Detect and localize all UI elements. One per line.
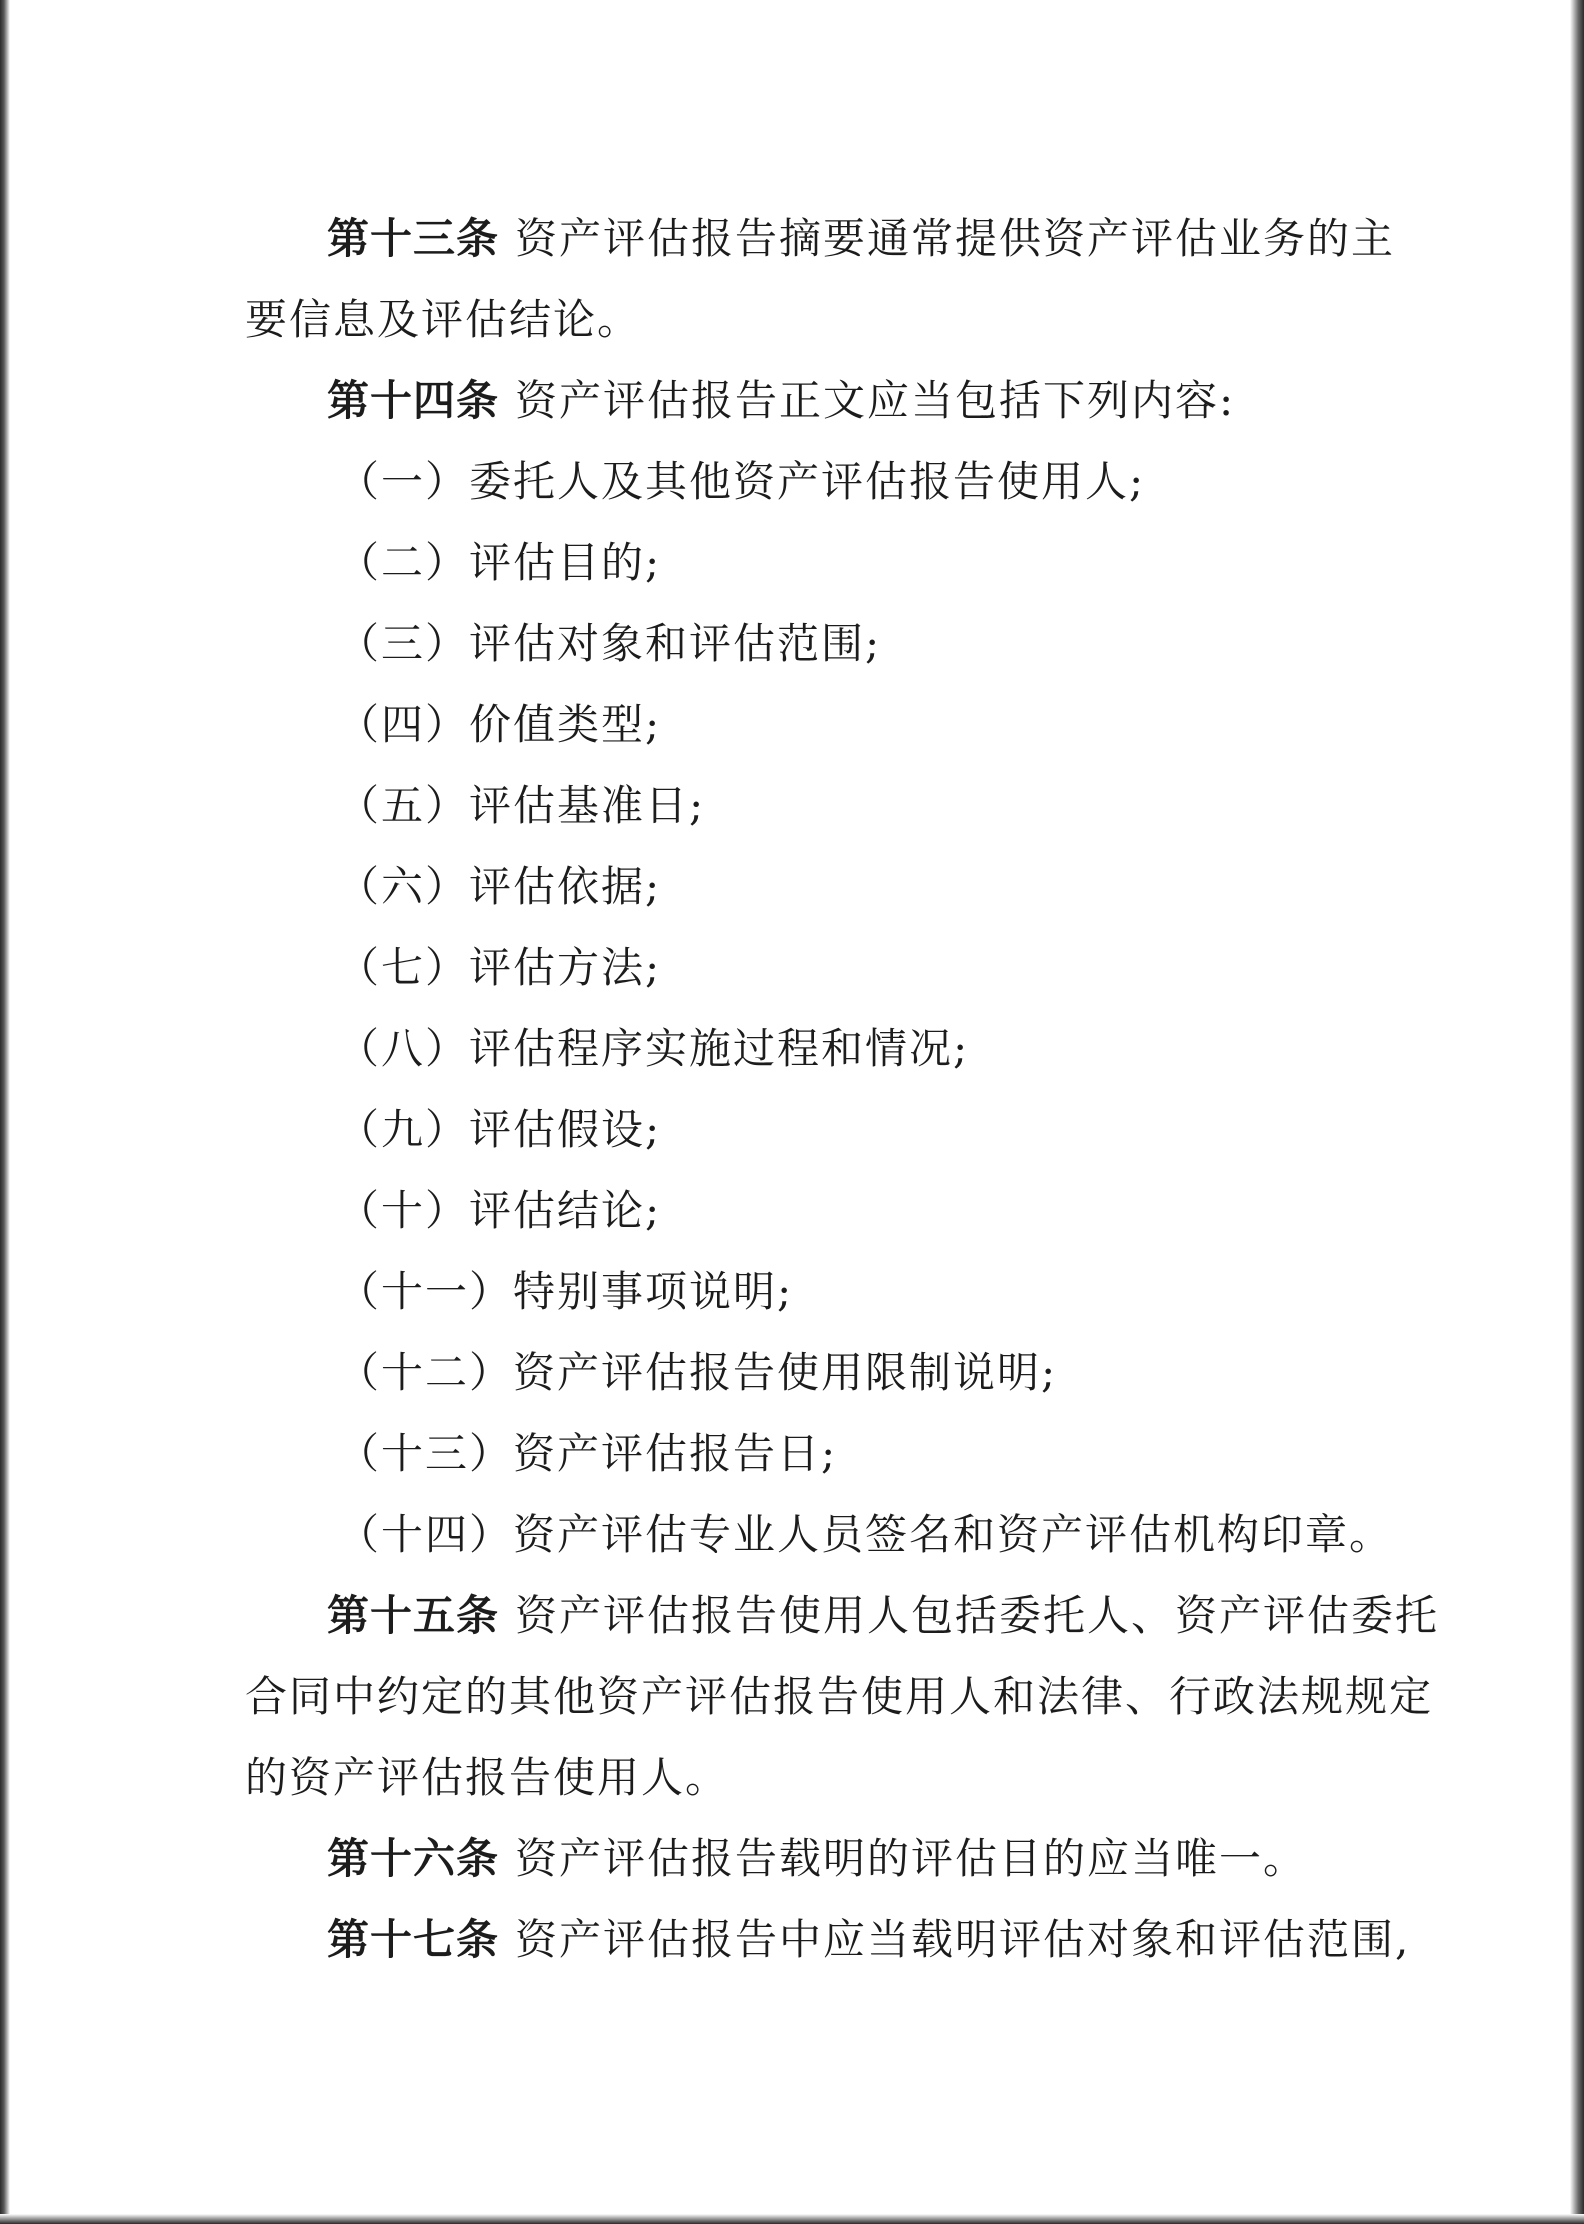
article-16-heading: 第十六条 xyxy=(327,1834,500,1883)
list-item: （一）委托人及其他资产评估报告使用人; xyxy=(337,457,1146,506)
article-13-line-1 xyxy=(245,198,1396,279)
article-16-text: 资产评估报告载明的评估目的应当唯一。 xyxy=(515,1834,1308,1883)
article-13-text-1: 资产评估报告摘要通常提供资产评估业务的主 xyxy=(515,214,1396,263)
list-item: （五）评估基准日; xyxy=(337,781,706,830)
list-item: （十三）资产评估报告日; xyxy=(337,1429,838,1478)
list-item: （七）评估方法; xyxy=(337,943,662,992)
article-17-line xyxy=(245,1899,1411,1980)
article-15-text-3: 的资产评估报告使用人。 xyxy=(245,1753,730,1802)
article-16-line xyxy=(245,1818,1345,1899)
list-item: （八）评估程序实施过程和情况; xyxy=(337,1024,970,1073)
article-15-text-1: 资产评估报告使用人包括委托人、资产评估委托 xyxy=(515,1591,1440,1640)
list-item: （十）评估结论; xyxy=(337,1186,662,1235)
article-17-text: 资产评估报告中应当载明评估对象和评估范围, xyxy=(515,1915,1411,1964)
list-item: （十一）特别事项说明; xyxy=(337,1267,794,1316)
list-item: （二）评估目的; xyxy=(337,538,662,587)
list-item: （九）评估假设; xyxy=(337,1105,662,1154)
list-item: （十二）资产评估报告使用限制说明; xyxy=(337,1348,1058,1397)
article-13-text-2: 要信息及评估结论。 xyxy=(245,295,642,344)
article-13-line-2 xyxy=(245,279,1345,360)
article-15-heading: 第十五条 xyxy=(327,1591,500,1640)
scan-edge-right xyxy=(1570,0,1584,2224)
scan-edge-left xyxy=(0,0,10,2224)
list-item: （四）价值类型; xyxy=(337,700,662,749)
article-14-intro-line xyxy=(245,360,1345,441)
article-15-line-1 xyxy=(245,1575,1440,1656)
document-body xyxy=(245,198,1440,1980)
article-15-text-2: 合同中约定的其他资产评估报告使用人和法律、行政法规规定 xyxy=(245,1672,1434,1721)
article-14-heading: 第十四条 xyxy=(327,376,500,425)
article-17-heading: 第十七条 xyxy=(327,1915,500,1964)
article-14-intro: 资产评估报告正文应当包括下列内容: xyxy=(515,376,1236,425)
list-item: （十四）资产评估专业人员签名和资产评估机构印章。 xyxy=(337,1510,1394,1559)
list-item: （六）评估依据; xyxy=(337,862,662,911)
article-15-line-3 xyxy=(245,1737,1345,1818)
article-15-line-2 xyxy=(245,1656,1434,1737)
scan-edge-bottom xyxy=(0,2214,1584,2224)
list-item: （三）评估对象和评估范围; xyxy=(337,619,882,668)
article-13-heading: 第十三条 xyxy=(327,214,500,263)
